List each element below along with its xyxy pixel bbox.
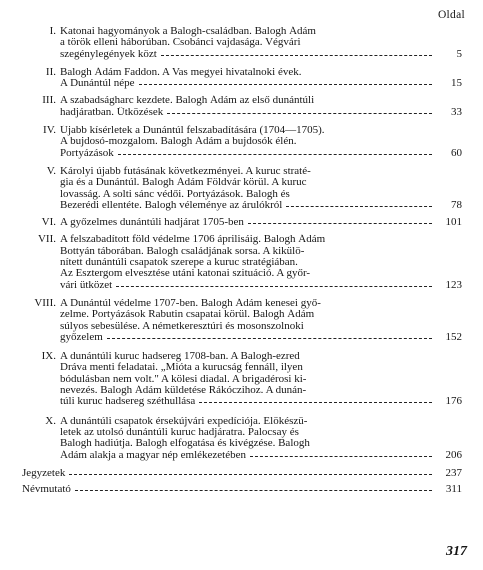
toc-entry xyxy=(22,484,462,495)
entry-title xyxy=(60,217,462,228)
entry-title xyxy=(60,351,462,407)
dash-leader xyxy=(161,55,432,56)
entry-line xyxy=(60,385,462,396)
entry-line xyxy=(60,67,462,78)
entry-line xyxy=(60,177,462,188)
entry-line xyxy=(60,351,462,362)
entry-line-text: Bezerédi ellentéte. Balogh véleménye az árulókról xyxy=(60,199,283,211)
toc-entry xyxy=(22,125,462,159)
entry-line-text: lovasság. A solti sánc védői. Portyázások. Balogh és xyxy=(60,188,290,200)
page-column-header: Oldal xyxy=(437,9,465,21)
page-number: 206 xyxy=(445,449,462,461)
entry-line xyxy=(60,37,462,48)
entry-line-text: Portyázások xyxy=(60,147,114,159)
toc-entry xyxy=(22,26,462,60)
chapter-number: IX. xyxy=(41,350,56,363)
entry-line-text: szegénylegények közt xyxy=(60,48,157,60)
toc-entry xyxy=(22,67,462,90)
entry-line xyxy=(22,484,462,495)
entry-line-text: zelme. Portyázások Rabutin csapatai körül. Balogh Ádám xyxy=(60,309,315,321)
entry-line xyxy=(60,332,462,343)
page-number: 176 xyxy=(445,396,462,408)
dash-leader xyxy=(199,402,432,403)
dash-leader xyxy=(75,490,432,491)
entry-line-text: Balogh Ádám Faddon. A Vas megyei hivatalnoki évek. xyxy=(60,66,302,78)
dash-leader xyxy=(118,154,432,155)
entry-line xyxy=(60,49,462,60)
entry-line-text: Névmutató xyxy=(22,484,71,496)
dash-leader xyxy=(139,84,432,85)
entry-title xyxy=(60,26,462,60)
entry-line-text: Dráva menti feladatai. „Mióta a kurucság fennáll, ilyen xyxy=(60,362,303,374)
entry-line-text: Az Esztergom elvesztése utáni katonai szituáció. A győr- xyxy=(60,268,311,280)
page-number: 123 xyxy=(445,279,462,291)
toc-entry xyxy=(22,468,462,479)
entry-line-text: Bottyán táborában. Balogh családjának sorsa. A kikülö- xyxy=(60,245,305,257)
chapter-number: VI. xyxy=(41,216,56,229)
entry-line xyxy=(60,427,462,438)
page-folio: 317 xyxy=(446,544,467,559)
entry-line xyxy=(60,374,462,385)
entry-line xyxy=(60,268,462,279)
entry-line xyxy=(60,246,462,257)
table-of-contents xyxy=(22,26,462,495)
entry-line-text: A dunántúli csapatok érsekújvári expedíciója. Elökészü- xyxy=(60,415,308,427)
entry-line-text: a török elleni háborúban. Csobánci vajdasága. Végvári xyxy=(60,37,301,49)
chapter-number: II. xyxy=(45,65,56,78)
entry-line xyxy=(60,396,462,407)
entry-line xyxy=(60,107,462,118)
chapter-number: III. xyxy=(42,94,56,107)
entry-title xyxy=(60,166,462,211)
entry-line xyxy=(60,234,462,245)
toc-entry xyxy=(22,95,462,118)
entry-line xyxy=(60,450,462,461)
entry-line-text: nített dunántúli csapatok szerepe a kuruc stratégiában. xyxy=(60,257,298,269)
page-number: 78 xyxy=(451,199,462,211)
dash-leader xyxy=(69,474,432,475)
entry-line-text: Balogh hadiútja. Balogh elfogatása és kivégzése. Balogh xyxy=(60,438,310,450)
chapter-number: I. xyxy=(49,25,56,37)
entry-line xyxy=(22,468,462,479)
entry-line xyxy=(60,257,462,268)
entry-line-text: A szabadságharc kezdete. Balogh Ádám az első dunántúli xyxy=(60,95,315,107)
entry-title xyxy=(60,298,462,343)
entry-line-text: A Dunántúl védelme 1707-ben. Balogh Ádám kenesei győ- xyxy=(60,297,321,309)
entry-line-text: Katonai hagyományok a Balogh-családban. Balogh Ádám xyxy=(60,26,316,37)
entry-line-text: bódulásban nem volt." A kölesi diadal. A brigadérosi ki- xyxy=(60,373,307,385)
entry-title xyxy=(60,125,462,159)
entry-line-text: A dunántúli kuruc hadsereg 1708-ban. A Balogh-ezred xyxy=(60,351,300,363)
entry-line xyxy=(60,200,462,211)
page-number: 101 xyxy=(445,217,462,229)
entry-line xyxy=(60,125,462,136)
page-number: 15 xyxy=(451,78,462,90)
entry-line xyxy=(60,148,462,159)
entry-line xyxy=(60,136,462,147)
entry-line xyxy=(60,95,462,106)
entry-line xyxy=(60,309,462,320)
page-number: 237 xyxy=(445,467,462,479)
entry-line xyxy=(60,189,462,200)
toc-entry xyxy=(22,234,462,290)
entry-line-text: A győzelmes dunántúli hadjárat 1705-ben xyxy=(60,217,244,229)
dash-leader xyxy=(250,456,432,457)
entry-line-text: Újabb kísérletek a Dunántúl felszabadítására (1704—1705). xyxy=(60,125,325,137)
entry-line-text: A Dunántúl népe xyxy=(60,78,135,90)
entry-line-text: hadjáratban. Ütközések xyxy=(60,106,164,118)
page-number: 311 xyxy=(445,484,462,496)
entry-line-text: A felszabadított föld védelme 1706 áprilisáig. Balogh Ádám xyxy=(60,234,326,246)
entry-line-text: Jegyzetek xyxy=(22,467,66,479)
entry-line xyxy=(60,217,462,228)
entry-line-text: vári ütközet xyxy=(60,279,113,291)
entry-title xyxy=(60,95,462,118)
entry-line xyxy=(60,78,462,89)
chapter-number: X. xyxy=(45,414,56,427)
entry-line-text: Ádám alakja a magyar nép emlékezetében xyxy=(60,449,246,461)
entry-line-text: A bujdosó-mozgalom. Balogh Ádám a bujdosók élén. xyxy=(60,136,297,148)
entry-line xyxy=(60,438,462,449)
chapter-number: VIII. xyxy=(34,296,56,309)
entry-line-text: nevezés. Balogh Ádám küldetése Rákóczihoz. A dunán- xyxy=(60,385,307,397)
dash-leader xyxy=(116,286,432,287)
page-number: 5 xyxy=(456,48,462,60)
entry-line xyxy=(60,416,462,427)
entry-line xyxy=(60,280,462,291)
chapter-number: VII. xyxy=(37,233,56,246)
toc-entry xyxy=(22,166,462,211)
dash-leader xyxy=(107,338,432,339)
toc-entry xyxy=(22,416,462,461)
dash-leader xyxy=(286,206,432,207)
page-number: 152 xyxy=(445,331,462,343)
toc-entry xyxy=(22,298,462,343)
entry-title xyxy=(22,484,462,495)
entry-line xyxy=(60,298,462,309)
entry-title xyxy=(22,468,462,479)
chapter-number: IV. xyxy=(43,124,56,137)
entry-title xyxy=(60,234,462,290)
entry-title xyxy=(60,416,462,461)
entry-line-text: letek az utolsó dunántúli kuruc hadjáratra. Palocsay és xyxy=(60,426,299,438)
entry-line-text: túli kuruc hadsereg széthullása xyxy=(60,396,196,408)
entry-line xyxy=(60,362,462,373)
dash-leader xyxy=(167,113,432,114)
entry-line xyxy=(60,321,462,332)
entry-line-text: Károlyi újabb futásának következményei. A kuruc straté- xyxy=(60,165,311,177)
entry-title xyxy=(60,67,462,90)
entry-line-text: győzelem xyxy=(60,331,103,343)
entry-line-text: gia és a Dunántúl. Balogh Ádám Földvár körül. A kuruc xyxy=(60,177,307,189)
toc-entry xyxy=(22,217,462,228)
toc-entry xyxy=(22,351,462,407)
entry-line xyxy=(60,26,462,37)
page-number: 33 xyxy=(451,106,462,118)
dash-leader xyxy=(248,223,432,224)
entry-line xyxy=(60,166,462,177)
page-number: 60 xyxy=(451,147,462,159)
chapter-number: V. xyxy=(46,164,56,177)
entry-line-text: súlyos sebesülése. A németkeresztúri és mosonszolnoki xyxy=(60,320,304,332)
